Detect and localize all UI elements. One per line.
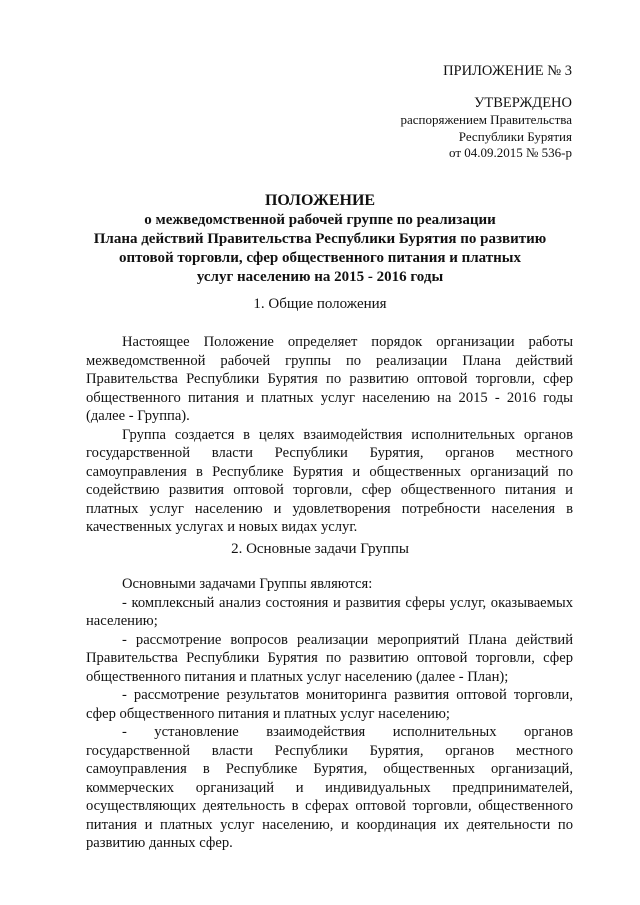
- approval-line: распоряжением Правительства: [400, 112, 572, 127]
- section-tasks-body: [86, 575, 573, 853]
- document-title-block: [70, 190, 570, 287]
- document-subtitle-line: о межведомственной рабочей группе по реализации: [144, 212, 496, 228]
- approval-title: УТВЕРЖДЕНО: [474, 95, 572, 111]
- list-item: - рассмотрение результатов мониторинга развития оптовой торговли, сфер общественного питания и платных услуг населению;: [86, 687, 573, 722]
- document-subtitle-line: Плана действий Правительства Республики Бурятия по развитию: [93, 231, 547, 247]
- paragraph: Основными задачами Группы являются:: [122, 576, 373, 592]
- paragraph: Настоящее Положение определяет порядок организации работы межведомственной рабочей группы по реализации Плана действий Правительства Республики Бурятия по развитию оптовой торговли, сфер общественного питания и платных услуг населению на 2015 - 2016 годы (далее - Группа).: [86, 334, 573, 424]
- section-heading-general: 1. Общие положения: [253, 296, 387, 312]
- document-subtitle-line: оптовой торговли, сфер общественного питания и платных: [119, 250, 521, 266]
- list-item: - рассмотрение вопросов реализации мероприятий Плана действий Правительства Республики Бурятия по развитию оптовой торговли, сфер общественного питания и платных услуг населению (далее - План);: [86, 631, 573, 685]
- list-item: - комплексный анализ состояния и развития сферы услуг, оказываемых населению;: [86, 594, 573, 629]
- section-heading-tasks: 2. Основные задачи Группы: [231, 541, 409, 557]
- paragraph: Группа создается в целях взаимодействия исполнительных органов государственной власти Республики Бурятия, органов местного самоуправления в Республике Бурятия и общественных организаций по содействию развития оптовой торговли, сфер общественного питания и платных услуг населению и удовлетворения потребности населения в качественных услугах и новых видах услуг.: [86, 426, 573, 535]
- document-title: ПОЛОЖЕНИЕ: [264, 192, 376, 209]
- approval-date-number: от 04.09.2015 № 536-р: [449, 145, 572, 160]
- approval-line: Республики Бурятия: [458, 128, 572, 144]
- document-subtitle-line: услуг населению на 2015 - 2016 годы: [196, 269, 444, 285]
- section-general-body: [86, 333, 573, 537]
- annex-label: ПРИЛОЖЕНИЕ № 3: [443, 63, 572, 79]
- list-item: - установление взаимодействия исполнительных органов государственной власти Республики Бурятия, органов местного самоуправления в Республике Бурятия, общественных организаций, коммерческих организаций и индивидуальных предпринимателей, осуществляющих деятельность в сферах оптовой торговли, общественного питания и платных услуг населению, и координация их деятельности по развитию данных сфер.: [86, 724, 573, 851]
- approval-stamp: [400, 94, 572, 162]
